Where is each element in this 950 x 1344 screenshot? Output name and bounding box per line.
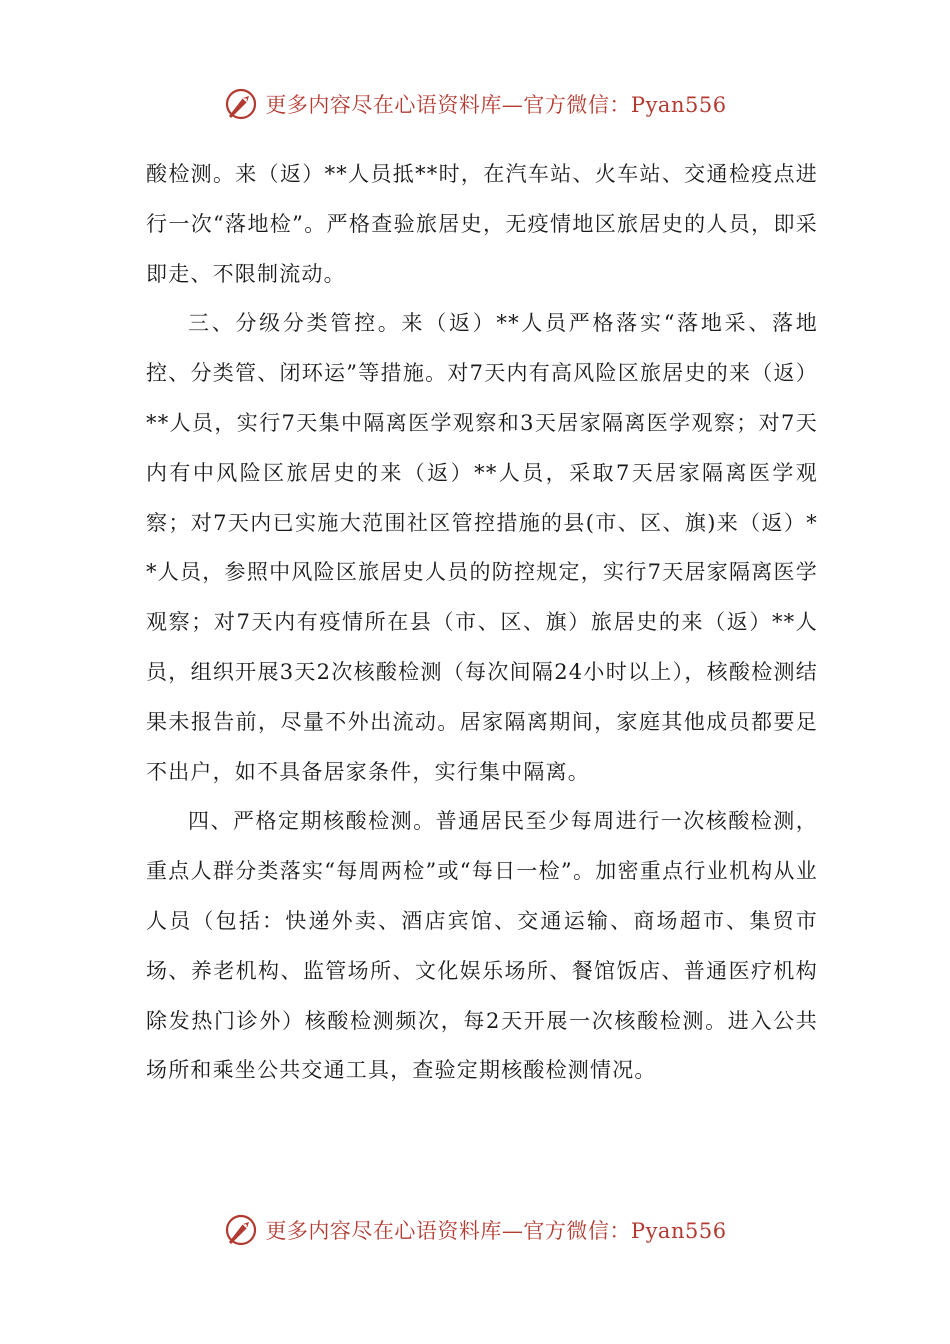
paragraph-continuation: 酸检测。来（返）**人员抵**时，在汽车站、火车站、交通检疫点进行一次“落地检”。严格查验旅居史，无疫情地区旅居史的人员，即采即走、不限制流动。 [146,162,818,286]
pen-nib-logo-icon [223,1212,259,1248]
paragraph-section-three: 三、分级分类管控。来（返）**人员严格落实“落地采、落地控、分类管、闭环运”等措施。对7天内有高风险区旅居史的来（返）**人员，实行7天集中隔离医学观察和3天居家隔离医学观察；对7天内有中风险区旅居史的来（返）**人员，采取7天居家隔离医学观察；对7天内已实施大范围社区管控措施的县(市、区、旗)来（返）**人员，参照中风险区旅居史人员的防控规定，实行7天居家隔离医学观察；对7天内有疫情所在县（市、区、旗）旅居史的来（返）**人员，组织开展3天2次核酸检测（每次间隔24小时以上），核酸检测结果未报告前，尽量不外出流动。居家隔离期间，家庭其他成员都要足不出户，如不具备居家条件，实行集中隔离。 [146,311,818,784]
header-banner [0,84,950,124]
paragraph-section-four: 四、严格定期核酸检测。普通居民至少每周进行一次核酸检测，重点人群分类落实“每周两检”或“每日一检”。加密重点行业机构从业人员（包括：快递外卖、酒店宾馆、交通运输、商场超市、集贸市场、养老机构、监管场所、文化娱乐场所、餐馆饭店、普通医疗机构除发热门诊外）核酸检测频次，每2天开展一次核酸检测。进入公共场所和乘坐公共交通工具，查验定期核酸检测情况。 [146,809,818,1083]
footer-banner [0,1210,950,1250]
document-body [146,150,818,1096]
footer-banner-text: 更多内容尽在心语资料库—官方微信：Pyan556 [265,1219,727,1243]
pen-nib-logo-icon [223,86,259,122]
header-banner-text: 更多内容尽在心语资料库—官方微信：Pyan556 [265,93,727,117]
